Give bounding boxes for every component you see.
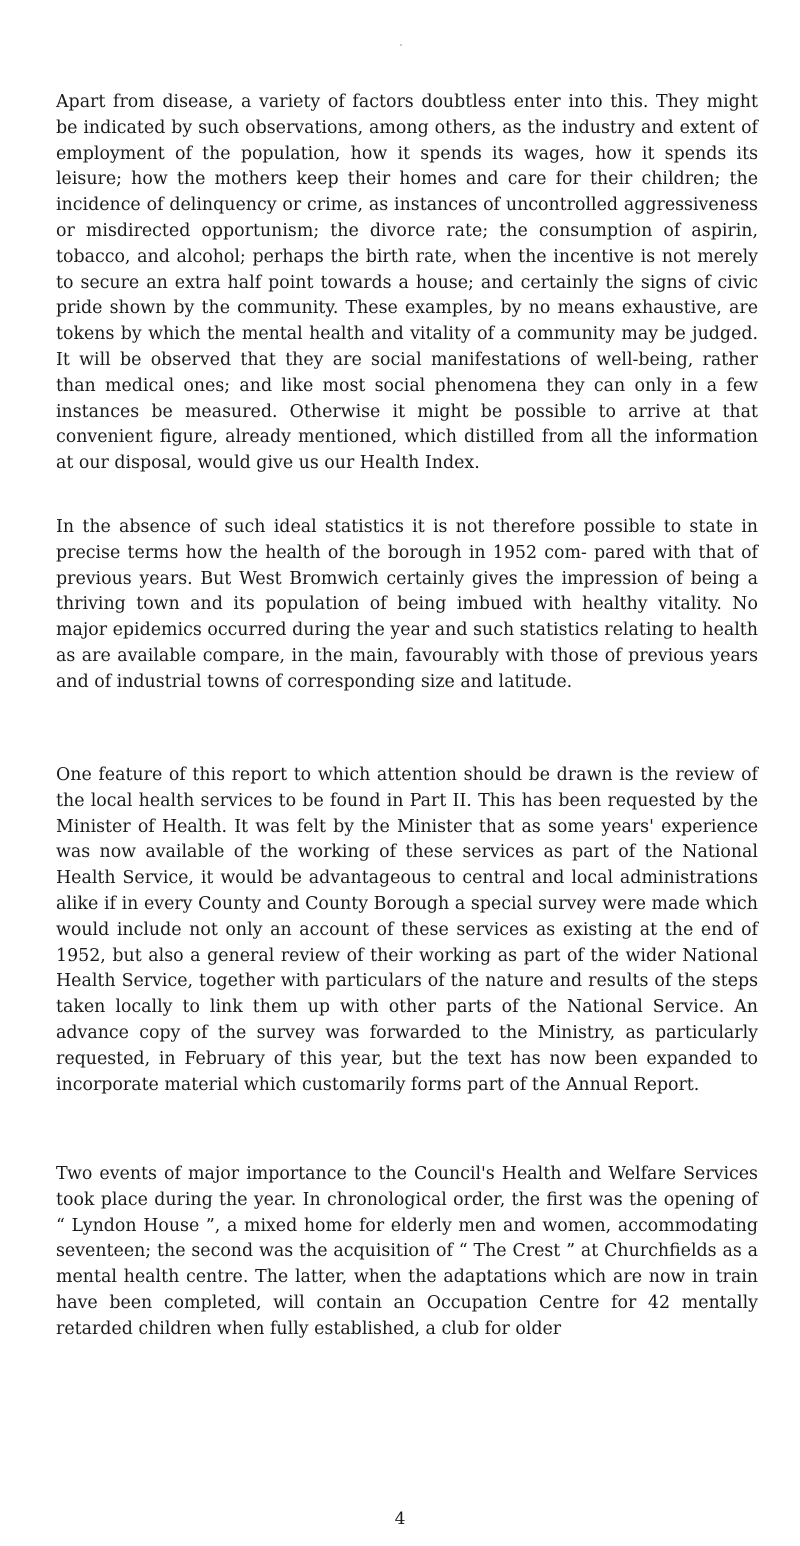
paragraph-2-text: In the absence of such ideal statistics it is not therefore possible to state in precise terms how the health of the borough in 1952 com- pared with that of previous years. But West Bromwich certainly gives the impression of being a thriving town and its population of being imbued with healthy vitality. No major epidemics occurred during the year and such statistics relating to health as are available compare, in the main, favourably with those of previous years and of industrial towns of corresponding size and latitude. [56,517,758,692]
page-number: 4 [394,1509,406,1529]
paragraph-1 [56,90,758,477]
paragraph-2 [56,515,758,696]
paragraph-1-text: Apart from disease, a variety of factors doubtless enter into this. They might be indicated by such observations, among others, as the industry and extent of employment of the population, how it spends its wages, how it spends its leisure; how the mothers keep their homes and care for their children; the incidence of delinquency or crime, as instances of uncontrolled aggressiveness or misdirected opportunism; the divorce rate; the consumption of aspirin, tobacco, and alcohol; perhaps the birth rate, when the incentive is not merely to secure an extra half point towards a house; and certainly the signs of civic pride shown by the community. These examples, by no means exhaustive, are tokens by which the mental health and vitality of a community may be judged. It will be observed that they are social manifestations of well-being, rather than medical ones; and like most social phenomena they can only in a few instances be measured. Otherwise it might be possible to arrive at that convenient figure, already mentioned, which distilled from all the information at our disposal, would give us our Health Index. [56,92,758,474]
paragraph-4 [56,1162,758,1343]
paragraph-3 [56,763,758,1098]
paragraph-4-text: Two events of major importance to the Council's Health and Welfare Services took place during the year. In chronological order, the first was the opening of “ Lyndon House ”, a mixed home for elderly men and women, accommodating seventeen; the second was the acquisition of “ The Crest ” at Churchfields as a mental health centre. The latter, when the adaptations which are now in train have been completed, will contain an Occupation Centre for 42 mentally retarded children when fully established, a club for older [56,1164,758,1339]
scan-speck [400,44,402,46]
paragraph-3-text: One feature of this report to which attention should be drawn is the review of the local health services to be found in Part II. This has been requested by the Minister of Health. It was felt by the Minister that as some years' experience was now available of the working of these services as part of the National Health Service, it would be advantageous to central and local administrations alike if in every County and County Borough a special survey were made which would include not only an account of these services as existing at the end of 1952, but also a general review of their working as part of the wider National Health Service, together with particulars of the nature and results of the steps taken locally to link them up with other parts of the National Service. An advance copy of the survey was forwarded to the Ministry, as particularly requested, in February of this year, but the text has now been expanded to incorporate material which customarily forms part of the Annual Report. [56,765,758,1095]
